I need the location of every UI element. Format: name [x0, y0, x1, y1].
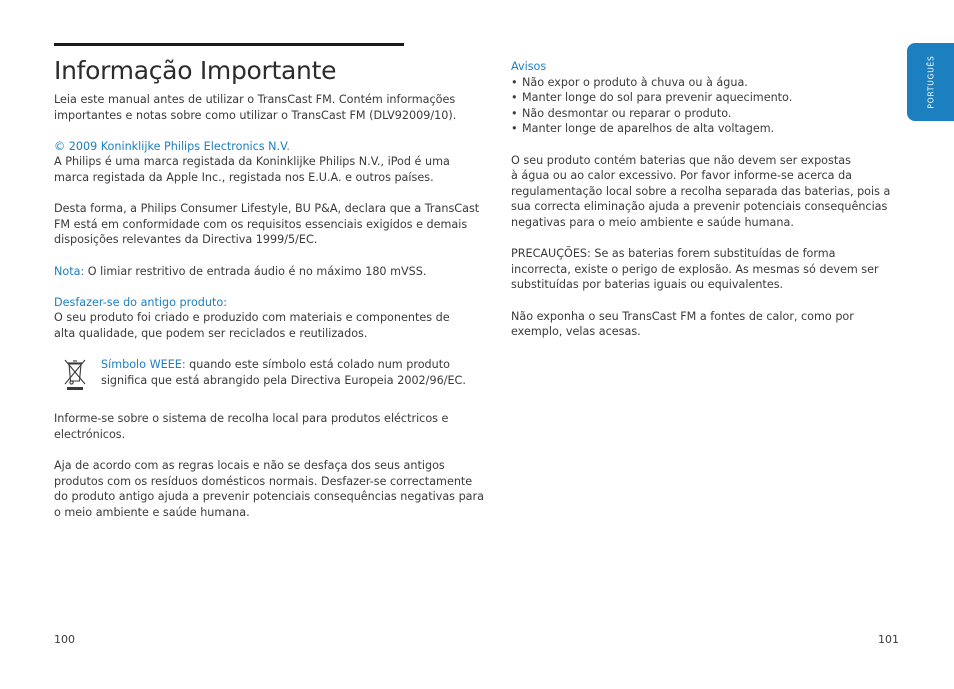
left-column [54, 92, 484, 536]
list-item: • Não desmontar ou reparar o produto. [511, 106, 871, 122]
page-number-right: 101 [878, 633, 899, 646]
precautions-paragraph: PRECAUÇÕES: Se as baterias forem substituídas de forma incorrecta, existe o perigo de explosão. As mesmas só devem ser substituídas por baterias iguais ou equivalentes. [511, 247, 879, 292]
weee-text: Símbolo WEEE: quando este símbolo está colado num produto significa que está abrangido pela Directiva Europeia 2002/96/EC. [101, 358, 466, 387]
warnings-heading: Avisos [511, 60, 547, 73]
intro-paragraph: Leia este manual antes de utilizar o TransCast FM. Contém informações importantes e notas sobre como utilizar o TransCast FM (DLV92009/10). [54, 93, 457, 122]
language-tab [907, 43, 954, 121]
disposal-block: Desfazer-se do antigo produto: O seu produto foi criado e produzido com materiais e componentes de alta qualidade, que podem ser reciclados e reutilizados. [54, 295, 454, 342]
declaration-paragraph: Desta forma, a Philips Consumer Lifestyle, BU P&A, declara que a TransCast FM está em conformidade com os requisitos essenciais exigidos e demais disposições relevantes da Directiva 1999/5/EC. [54, 202, 480, 247]
copyright-heading: © 2009 Koninklijke Philips Electronics N.V. [54, 139, 290, 153]
copyright-block: © 2009 Koninklijke Philips Electronics N.V. A Philips é uma marca registada da Koninklijke Philips N.V., iPod é uma marca registada da Apple Inc., registada nos E.U.A. e outros países. [54, 139, 454, 186]
weee-label: Símbolo WEEE: [101, 358, 186, 372]
note-paragraph [54, 264, 454, 280]
disposal-heading: Desfazer-se do antigo produto: [54, 295, 228, 309]
right-column [511, 59, 891, 355]
warnings-list [511, 75, 871, 137]
note-text: O limiar restritivo de entrada áudio é no máximo 180 mVSS. [84, 264, 427, 278]
batteries-paragraph: O seu produto contém baterias que não devem ser expostas à água ou ao calor excessivo. Por favor informe-se acerca da regulamentação local sobre a recolha separada das baterias, pois a sua correcta eliminação ajuda a prevenir potenciais consequências negativas para o meio ambiente e saúde humana. [511, 153, 891, 229]
list-item: • Manter longe do sol para prevenir aquecimento. [511, 90, 871, 106]
page-number-left: 100 [54, 633, 75, 646]
list-item: • Manter longe de aparelhos de alta voltagem. [511, 121, 871, 137]
page-title: Informação Importante [54, 56, 337, 85]
recycling-paragraph: Informe-se sobre o sistema de recolha local para produtos eléctricos e electrónicos. [54, 412, 449, 441]
title-rule [54, 43, 404, 46]
weee-block [54, 357, 466, 396]
crossed-out-wheelie-bin-icon [54, 357, 101, 396]
heat-paragraph: Não exponha o seu TransCast FM a fontes de calor, como por exemplo, velas acesas. [511, 309, 854, 339]
right-page [477, 0, 954, 689]
language-tab-label: PORTUGUÊS [926, 55, 935, 109]
local-rules-paragraph: Aja de acordo com as regras locais e não se desfaça dos seus antigos produtos com os resíduos domésticos normais. Desfazer-se correctamente do produto antigo ajuda a prevenir potenciais consequências negativas para o meio ambiente e saúde humana. [54, 459, 484, 519]
warnings-block [511, 59, 871, 137]
list-item: • Não expor o produto à chuva ou à água. [511, 75, 871, 91]
note-label: Nota: [54, 264, 85, 278]
